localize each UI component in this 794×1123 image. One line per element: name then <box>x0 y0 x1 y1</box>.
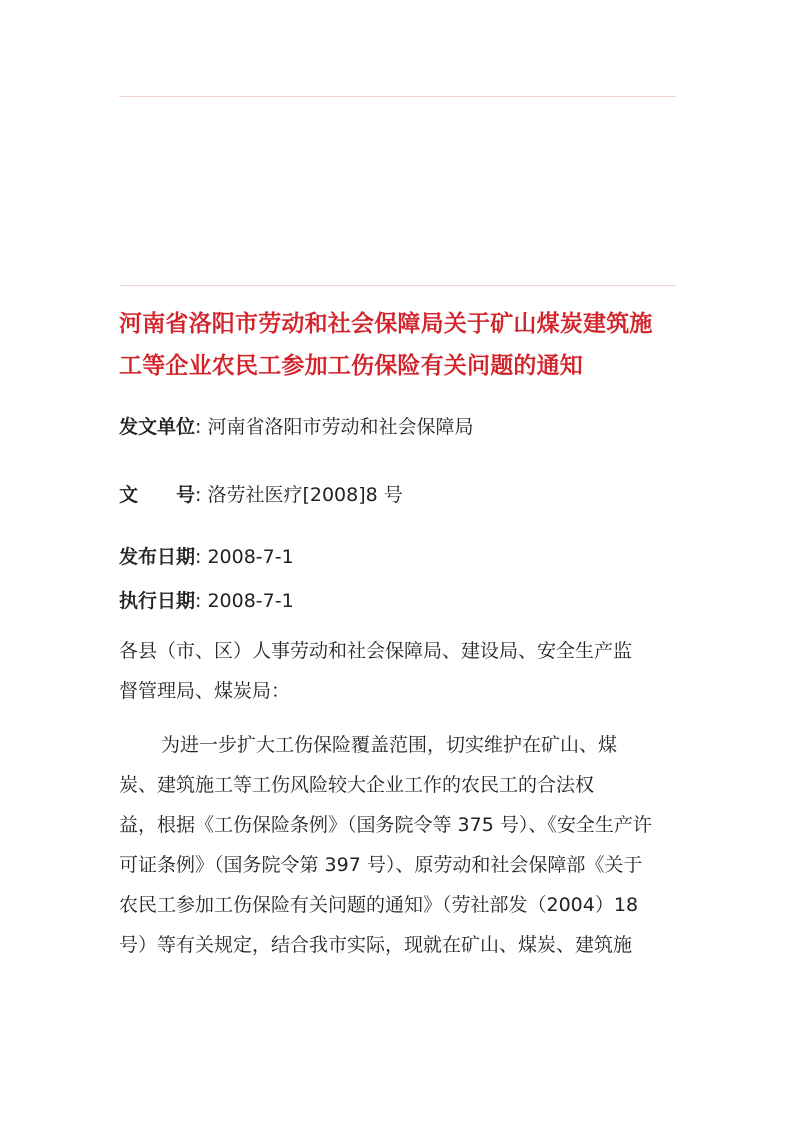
effective-date-value: : 2008-7-1 <box>195 590 294 612</box>
addressee-line-1: 各县（市、区）人事劳动和社会保障局、建设局、安全生产监 <box>119 640 633 662</box>
body-paragraph <box>119 725 679 965</box>
document-number-label-first: 文 <box>119 484 139 506</box>
issuing-unit-label: 发文单位 <box>119 416 196 438</box>
body-line-5: 农民工参加工伤保险有关问题的通知》（劳社部发（2004）18 <box>119 894 639 916</box>
document-number-row <box>119 481 403 509</box>
body-line-4: 可证条例》（国务院令第 397 号）、原劳动和社会保障部《关于 <box>119 854 643 876</box>
body-line-3: 益，根据《工伤保险条例》（国务院令等 375 号）、《安全生产许 <box>119 814 652 836</box>
publish-date-value: : 2008-7-1 <box>195 546 294 568</box>
document-number-value: : 洛劳社医疗[2008]8 号 <box>195 484 403 506</box>
addressee-paragraph <box>119 631 679 711</box>
publish-date-row <box>119 543 294 571</box>
issuing-unit-value: : 河南省洛阳市劳动和社会保障局 <box>195 416 474 438</box>
effective-date-row <box>119 587 294 615</box>
issuing-unit-row <box>119 413 473 441</box>
header-separator-rule <box>119 285 676 286</box>
publish-date-label: 发布日期 <box>119 546 196 568</box>
header-rule <box>119 96 676 97</box>
body-line-2: 炭、建筑施工等工伤风险较大企业工作的农民工的合法权 <box>119 774 595 796</box>
title-line-2: 工等企业农民工参加工伤保险有关问题的通知 <box>119 353 583 379</box>
title-line-1: 河南省洛阳市劳动和社会保障局关于矿山煤炭建筑施 <box>119 311 653 337</box>
addressee-line-2: 督管理局、煤炭局： <box>119 680 291 702</box>
body-line-6: 号）等有关规定，结合我市实际，现就在矿山、煤炭、建筑施 <box>119 934 633 956</box>
document-title <box>119 303 689 387</box>
document-number-label-last: 号 <box>176 484 196 506</box>
effective-date-label: 执行日期 <box>119 590 196 612</box>
body-line-1: 为进一步扩大工伤保险覆盖范围，切实维护在矿山、煤 <box>161 734 618 756</box>
